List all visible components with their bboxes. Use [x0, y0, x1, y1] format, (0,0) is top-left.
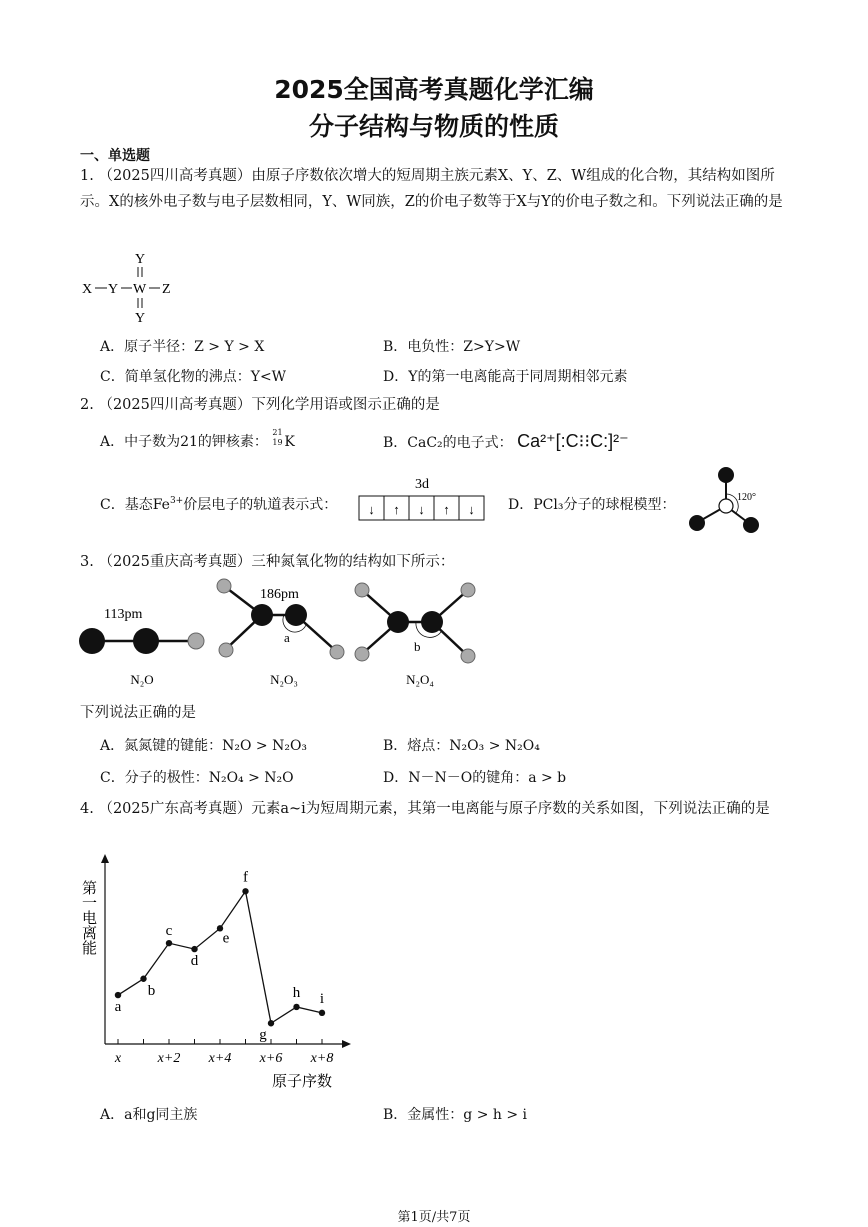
q4-option-a: A．a和g同主族 — [100, 1107, 198, 1123]
point-f — [242, 888, 248, 894]
q2-option-b-label: B．CaC₂的电子式： — [383, 435, 513, 451]
q1-option-c: C．简单氢化物的沸点：Y<W — [100, 369, 287, 385]
n2o4-n2 — [421, 611, 443, 633]
orbital-label: 3d — [415, 477, 429, 492]
cl-atom-left — [689, 515, 705, 531]
point-g — [268, 1020, 274, 1026]
label-n2o3: N₂O₃ — [270, 672, 298, 687]
pcl3-ball-stick-model — [686, 462, 766, 538]
point-d — [191, 946, 197, 952]
q1-structure-diagram — [78, 250, 198, 326]
q1-option-a: A．原子半径：Z > Y > X — [100, 339, 265, 355]
n2o4-o4 — [461, 649, 475, 663]
question-2-text: 2. （2025四川高考真题）下列化学用语或图示正确的是 — [80, 397, 440, 413]
point-h — [293, 1004, 299, 1010]
y-axis-label: 第一电离能 — [80, 880, 96, 955]
q2-option-a-label: A．中子数为21的钾核素： — [100, 434, 268, 450]
label-n2o: N₂O — [130, 672, 154, 687]
q3-option-c: C．分子的极性：N₂O₄ > N₂O — [100, 770, 294, 786]
point-label-g: g — [259, 1027, 267, 1044]
point-a — [115, 992, 121, 998]
question-4-text: 4. （2025广东高考真题）元素a~i为短周期元素，其第一电离能与原子序数的关系如图，下列说法正确的是 — [80, 801, 770, 817]
n2o-atom-o — [188, 633, 204, 649]
bond-length-113: 113pm — [104, 607, 143, 622]
bond-angle-label: 120° — [737, 492, 756, 503]
label-n2o4: N₂O₄ — [406, 672, 434, 687]
cl-atom-right — [743, 517, 759, 533]
question-3-stem: 下列说法正确的是 — [80, 705, 196, 721]
q2-option-b — [383, 431, 629, 452]
n2o-atom-n2 — [133, 628, 159, 654]
page-subtitle: 分子结构与物质的性质 — [308, 112, 559, 141]
q3-option-b: B．熔点：N₂O₃ > N₂O₄ — [383, 738, 540, 754]
struct-y-bottom: Y — [134, 311, 146, 326]
struct-w: W — [133, 282, 147, 297]
point-label-f: f — [243, 869, 248, 886]
point-i — [319, 1010, 325, 1016]
point-c — [166, 940, 172, 946]
q3-option-a: A．氮氮键的键能：N₂O > N₂O₃ — [100, 738, 308, 754]
point-label-e: e — [222, 930, 230, 947]
x-tick-label-0: x — [114, 1051, 122, 1066]
q4-option-b: B．金属性：g > h > i — [383, 1107, 528, 1123]
orbital-arrow-2: ↑ — [393, 502, 400, 517]
section-heading: 一、单选题 — [80, 148, 150, 164]
cl-atom-top — [718, 467, 734, 483]
n2o3-n2 — [285, 604, 307, 626]
orbital-arrow-4: ↑ — [443, 502, 450, 517]
angle-b: b — [414, 639, 421, 654]
struct-z: Z — [162, 282, 171, 297]
q2-option-a: A．中子数为21的钾核素： 21 19 K — [100, 428, 295, 450]
q2-option-d: D．PCl₃分子的球棍模型： — [508, 497, 676, 513]
point-label-h: h — [292, 984, 301, 1001]
n2o4-n1 — [387, 611, 409, 633]
struct-y: Y — [108, 282, 119, 297]
orbital-arrow-1: ↓ — [368, 502, 375, 517]
q2-option-c: C．基态$Fe^{3+}$价层电子的轨道表示式： — [100, 496, 338, 513]
question-3-text: 3. （2025重庆高考真题）三种氮氧化物的结构如下所示： — [80, 554, 455, 570]
n2o3-o3 — [330, 645, 344, 659]
n2o4-o3 — [461, 583, 475, 597]
q1-option-b: B．电负性：Z>Y>W — [383, 339, 521, 355]
n2o-atom-n1 — [79, 628, 105, 654]
x-tick-label-4: x+8 — [310, 1051, 334, 1066]
q1-option-d: D．Y的第一电离能高于同周期相邻元素 — [383, 369, 628, 385]
point-label-c: c — [165, 923, 173, 940]
ionization-energy-chart — [76, 852, 366, 1096]
n2o3-o1 — [217, 579, 231, 593]
series-line — [118, 891, 325, 1023]
bond-length-186: 186pm — [260, 587, 299, 602]
angle-a: a — [284, 630, 290, 645]
orbital-arrow-5: ↓ — [468, 502, 475, 517]
point-label-a: a — [114, 999, 122, 1016]
point-label-i: i — [319, 990, 325, 1007]
x-tick-label-2: x+4 — [208, 1051, 232, 1066]
x-tick-label-3: x+6 — [259, 1051, 283, 1066]
n2o4-o2 — [355, 647, 369, 661]
q3-option-d: D．N－N－O的键角：a > b — [383, 770, 567, 786]
y-axis-arrow — [101, 854, 109, 863]
p-atom-center — [719, 499, 733, 513]
cac2-electron-formula: Ca²⁺[:C⁝⁝C:]²⁻ — [517, 431, 629, 451]
orbital-diagram — [356, 474, 486, 522]
question-1-text: 1. （2025四川高考真题）由原子序数依次增大的短周期主族元素X、Y、Z、W组成的化合物，其结构如图所示。X的核外电子数与电子层数相同，Y、W同族，Z的价电子数等于X与Y的价电子数之和。下列说法正确的是 — [80, 168, 783, 210]
point-b — [140, 976, 146, 982]
nitrogen-oxide-structures — [76, 574, 496, 700]
n2o4-o1 — [355, 583, 369, 597]
n2o3-n1 — [251, 604, 273, 626]
page-title: 2025全国高考真题化学汇编 — [274, 75, 594, 104]
n2o3-o2 — [219, 643, 233, 657]
orbital-arrow-3: ↓ — [418, 502, 425, 517]
x-axis-label: 原子序数 — [271, 1074, 333, 1090]
point-label-d: d — [190, 953, 199, 970]
x-axis-arrow — [342, 1040, 351, 1048]
struct-y-top: Y — [134, 252, 146, 267]
point-label-b: b — [147, 982, 156, 999]
struct-x: X — [82, 282, 93, 297]
page-footer: 第1页/共7页 — [397, 1210, 471, 1225]
nuclide-notation: 21 19 — [272, 428, 283, 447]
x-tick-label-1: x+2 — [157, 1051, 181, 1066]
